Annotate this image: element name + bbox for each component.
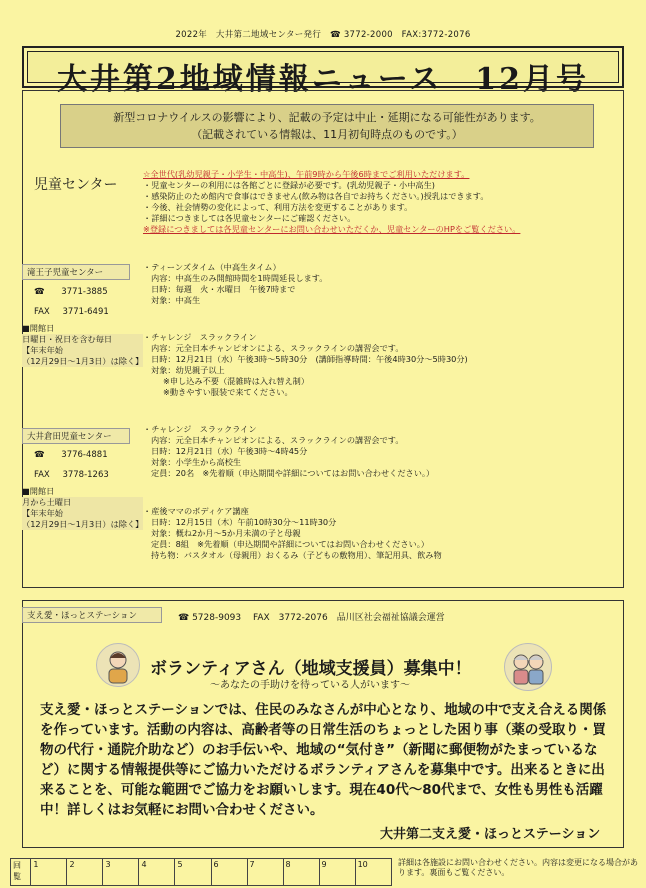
banner-inner [27, 51, 619, 97]
event-line: 日時：12月21日（水）午後3時～5時30分 (講師指導時間：午後4時30分～5時30分) [151, 354, 468, 364]
support-station-contact: ☎ 5728-9093 FAX 3772-2076 品川区社会福祉協議会運営 [178, 613, 445, 623]
volunteer-illustration-icon [96, 643, 140, 687]
event-line: 定員：8組 ※先着順（申込期間や詳細についてはお問い合わせください。） [151, 539, 429, 549]
event-line: 持ち物：バスタオル（母親用）おくるみ（子どもの敷物用）、筆記用具、飲み物 [151, 550, 442, 560]
support-station-signature: 大井第二支え愛・ほっとステーション [380, 827, 601, 842]
intro-line: ※登録につきましては各児童センターにお問い合わせいただくか、児童センターのHPをご覧ください。 [143, 224, 521, 234]
volunteer-body: 支え愛・ほっとステーションでは、住民のみなさんが中心となり、地域の中で支え合える関係を作っています。活動の内容は、高齢者等の日常生活のちょっとした困り事（薬の受取り・買物の代行・通院介助など）のお手伝いや、地域の“気付き”（新聞に郵便物がたまっているなど）に関する情報提供等にご協力いただけるボランティアさんを募集中です。出来るときに出来ることを、可能な範囲でご協力をお願いします。現在40代～80代まで、女性も男性も活躍中！詳しくはお気軽にお問い合わせください。 [40, 702, 607, 818]
hours-title: ■開館日 [22, 486, 55, 496]
children-center-title: 児童センター [34, 177, 118, 193]
notice-line-2: （記載されている情報は、11月初旬時点のものです。） [191, 128, 463, 141]
event-title: ・産後ママのボディケア講座 [143, 506, 249, 516]
hours-line: 【年末年始 [22, 508, 143, 519]
takiouji-hours [22, 323, 143, 367]
event-line: 内容：元全日本チャンピオンによる、スラックラインの講習会です。 [151, 435, 404, 445]
event-line: 対象：中高生 [151, 295, 201, 305]
issue-line: 2022年 大井第二地域センター発行 ☎ 3772-2000 FAX:3772-2076 [175, 30, 471, 40]
circulation-cell: 7 [247, 859, 283, 886]
hours-line: 【年末年始 [22, 345, 143, 356]
event-line: 日時：毎週 火・水曜日 午後7時まで [151, 284, 296, 294]
circulation-cell: 9 [319, 859, 355, 886]
takiouji-event-teens [143, 262, 328, 306]
takiouji-tel [34, 287, 108, 297]
event-title: ・チャレンジ スラックライン [143, 332, 257, 342]
event-line: ※動きやすい服装で来てください。 [163, 387, 293, 397]
fax-label: FAX [34, 307, 50, 317]
event-title: ・ティーンズタイム（中高生タイム） [143, 262, 281, 272]
takiouji-event-slackline [143, 332, 468, 398]
ooikurata-event-bodycare [143, 506, 442, 561]
takiouji-name: 滝王子児童センター [22, 264, 130, 280]
intro-line: ・今後、社会情勢の変化によって、利用方法を変更することがあります。 [143, 202, 413, 212]
hours-line: （12月29日～1月3日）は除く】 [22, 356, 144, 366]
circulation-label: 回覧 [11, 859, 31, 886]
circulation-cell: 5 [175, 859, 211, 886]
takiouji-fax-number: 3771-6491 [62, 307, 109, 317]
circulation-area [0, 858, 646, 888]
takiouji-fax [34, 307, 109, 317]
event-line: 定員：20名 ※先着順（申込期間や詳細についてはお問い合わせください。） [151, 468, 435, 478]
ooikurata-fax-number: 3778-1263 [62, 470, 109, 480]
ooikurata-hours [22, 486, 143, 530]
fax-label: FAX [34, 470, 50, 480]
volunteer-headline: ボランティアさん（地域支援員）募集中！ [150, 659, 472, 679]
elderly-couple-icon [504, 643, 552, 691]
event-line: 日時：12月21日（水）午後3時～4時45分 [151, 446, 308, 456]
notice-line-1: 新型コロナウイルスの影響により、記載の予定は中止・延期になる可能性があります。 [113, 111, 541, 124]
ooikurata-name: 大井倉田児童センター [22, 428, 130, 444]
intro-line: ・児童センターの利用には各館ごとに登録が必要です。(乳幼児親子・小中高生) [143, 180, 435, 190]
ooikurata-tel [34, 450, 108, 460]
circulation-cell: 4 [139, 859, 175, 886]
event-line: 対象：概ね2か月～5か月未満の子と母親 [151, 528, 301, 538]
event-line: 対象：幼児親子以上 [151, 365, 225, 375]
circulation-cell: 6 [211, 859, 247, 886]
event-title: ・チャレンジ スラックライン [143, 424, 257, 434]
phone-icon: ☎ [34, 450, 45, 460]
newsletter-title: 大井第2地域情報ニュース 12月号 [56, 62, 590, 97]
event-line: ※申し込み不要（混雑時は入れ替え制） [163, 376, 310, 386]
ooikurata-tel-number: 3776-4881 [61, 450, 108, 460]
event-line: 内容：中高生のみ開館時間を1時間延長します。 [151, 273, 328, 283]
newsletter-banner [22, 46, 624, 97]
event-line: 対象：小学生から高校生 [151, 457, 242, 467]
children-center-intro [143, 169, 520, 235]
phone-icon: ☎ [34, 287, 45, 297]
intro-line: ・詳細につきましては各児童センターにご確認ください。 [143, 213, 356, 223]
hours-line: 月から土曜日 [22, 497, 143, 508]
circulation-cell: 8 [283, 859, 319, 886]
volunteer-subline: ～あなたの手助けを待っている人がいます～ [210, 680, 410, 691]
circulation-cell: 3 [103, 859, 139, 886]
covid-notice [60, 104, 594, 148]
circulation-cell: 2 [67, 859, 103, 886]
event-line: 内容：元全日本チャンピオンによる、スラックラインの講習会です。 [151, 343, 404, 353]
hours-line: 日曜日・祝日を含む毎日 [22, 334, 143, 345]
support-station-name: 支え愛・ほっとステーション [22, 607, 162, 623]
takiouji-tel-number: 3771-3885 [61, 287, 108, 297]
circulation-note: 詳細は各施設にお問い合わせください。内容は変更になる場合があります。裏面もご覧ください。 [398, 858, 638, 877]
intro-line: ☆全世代(乳幼児親子・小学生・中高生)、午前9時から午後6時までご利用いただけます。 [143, 169, 470, 179]
circulation-cell: 1 [31, 859, 67, 886]
event-line: 日時：12月15日（木）午前10時30分～11時30分 [151, 517, 337, 527]
circulation-table [10, 858, 392, 886]
ooikurata-fax [34, 470, 109, 480]
ooikurata-event-slackline [143, 424, 434, 479]
hours-title: ■開館日 [22, 323, 55, 333]
intro-line: ・感染防止のため館内で食事はできません(飲み物は各自でお持ちください。)授乳はできます。 [143, 191, 489, 201]
hours-line: （12月29日～1月3日）は除く】 [22, 519, 144, 529]
circulation-cell: 10 [355, 859, 391, 886]
